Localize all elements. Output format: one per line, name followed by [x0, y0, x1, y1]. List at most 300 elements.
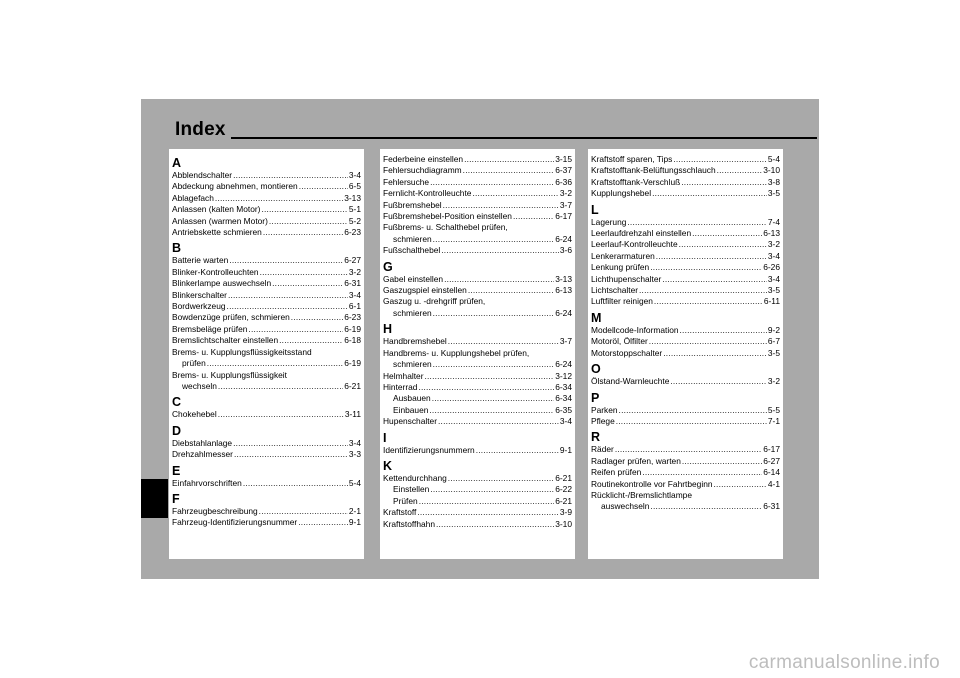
index-entry-text: Antriebskette schmieren: [172, 227, 262, 238]
index-entry-text: Abblendschalter: [172, 170, 233, 180]
page-number: 6-35: [555, 404, 572, 415]
dot-leader: [472, 188, 558, 199]
dot-leader: [438, 416, 559, 427]
index-entry: [172, 335, 361, 346]
dot-leader: [430, 484, 554, 495]
index-entry: [172, 255, 361, 266]
index-entry: [591, 217, 780, 228]
page-number: 3-4: [767, 273, 780, 284]
index-entry: [591, 479, 780, 490]
index-entry-text: Batterie warten: [172, 255, 229, 266]
index-entry-text: Chokehebel: [172, 409, 217, 420]
index-entry-text: Luftfilter reinigen: [591, 296, 653, 307]
index-entry: [172, 216, 361, 227]
index-entry-text: Anlassen (warmen Motor): [172, 215, 268, 226]
dot-leader: [682, 456, 762, 467]
page-number: 6-23: [344, 312, 361, 323]
index-column-1: [169, 149, 364, 559]
index-entry-text: Brems- u. Kupplungsflüssigkeitsstand: [172, 346, 312, 357]
dot-leader: [279, 335, 343, 346]
index-entry: [172, 517, 361, 528]
page-number: 3-9: [559, 507, 572, 518]
index-entry-text: Fußbremshebel-Position einstellen: [383, 211, 512, 222]
page-number: 6-27: [763, 455, 780, 466]
page-number: 3-11: [344, 409, 361, 420]
dot-leader: [616, 416, 767, 427]
dot-leader: [229, 255, 343, 266]
page-number: 6-26: [763, 262, 780, 273]
index-entry: [383, 211, 572, 222]
dot-leader: [654, 296, 763, 307]
index-entry-continuation: schmieren: [393, 307, 432, 318]
index-entry: [591, 416, 780, 427]
dot-leader: [650, 501, 762, 512]
index-entry-text: Fußbremshebel: [383, 199, 442, 210]
page-title: Index: [175, 119, 226, 140]
dot-leader: [670, 376, 767, 387]
index-entry: [172, 358, 361, 369]
index-entry-text: Bordwerkzeug: [172, 301, 226, 312]
page-number: 5-2: [348, 215, 361, 226]
index-entry: [591, 405, 780, 416]
index-entry-text: Brems- u. Kupplungsflüssigkeit: [172, 369, 287, 380]
page-number: 5-1: [348, 204, 361, 215]
page-number: 5-5: [767, 404, 780, 415]
index-entry: [591, 348, 780, 359]
index-entry: [383, 519, 572, 530]
dot-leader: [227, 301, 348, 312]
index-entry: [591, 228, 780, 239]
page-number: 3-4: [767, 250, 780, 261]
index-entry-text: Handbrems- u. Kupplungshebel prüfen,: [383, 347, 530, 358]
section-letter: K: [383, 458, 393, 473]
page-number: 3-5: [767, 285, 780, 296]
index-entry-text: Fahrzeugbeschreibung: [172, 505, 258, 516]
page-number: 3-3: [348, 449, 361, 460]
page-number: 6-13: [555, 285, 572, 296]
index-entry-text: Einstellen: [393, 484, 430, 495]
page-number: 3-2: [767, 376, 780, 387]
index-entry: [172, 506, 361, 517]
dot-leader: [673, 154, 767, 165]
section-letter: G: [383, 259, 393, 274]
dot-leader: [228, 290, 348, 301]
dot-leader: [269, 216, 348, 227]
page-number: 6-17: [763, 444, 780, 455]
page-number: 5-4: [767, 154, 780, 164]
index-entry-text: Kupplungshebel: [591, 188, 652, 199]
index-entry: [383, 371, 572, 382]
index-entry: [172, 290, 361, 301]
dot-leader: [464, 154, 554, 165]
page-number: 3-10: [763, 165, 780, 176]
section-letter: R: [591, 430, 601, 445]
index-entry: [591, 336, 780, 347]
index-entry-text: Prüfen: [393, 495, 418, 506]
dot-leader: [652, 188, 767, 199]
dot-leader: [642, 467, 762, 478]
index-entry: [591, 456, 780, 467]
index-entry: [172, 449, 361, 460]
index-entry-text: Pflege: [591, 415, 615, 426]
page-number: 3-5: [767, 347, 780, 358]
index-entry-text: Blinkerlampe auswechseln: [172, 278, 272, 289]
index-entry: [172, 193, 361, 204]
dot-leader: [615, 444, 762, 455]
index-entry: [383, 393, 572, 404]
dot-leader: [444, 274, 554, 285]
dot-leader: [639, 285, 767, 296]
page-number: 3-7: [559, 336, 572, 347]
dot-leader: [468, 285, 554, 296]
index-entry-text: Fernlicht-Kontrolleuchte: [383, 188, 472, 199]
watermark: carmanualsonline.info: [748, 652, 940, 673]
dot-leader: [207, 358, 343, 369]
dot-leader: [261, 204, 347, 215]
manual-page: [141, 99, 819, 579]
index-entry-text: Modellcode-Information: [591, 324, 679, 335]
page-number: 6-34: [555, 381, 572, 392]
index-entry-text: Federbeine einstellen: [383, 154, 464, 164]
index-entry: [591, 262, 780, 273]
page-number: 6-34: [555, 393, 572, 404]
page-number: 6-5: [348, 181, 361, 192]
dot-leader: [649, 336, 767, 347]
section-letter: C: [172, 395, 182, 410]
dot-leader: [298, 517, 348, 528]
dot-leader: [425, 371, 555, 382]
index-entry-text: Kraftstoff sparen, Tips: [591, 154, 673, 164]
page-number: 5-4: [348, 477, 361, 488]
index-entry-text: Kraftstofftank-Verschluß: [591, 176, 681, 187]
page-number: 3-8: [767, 176, 780, 187]
index-entry-text: Bowdenzüge prüfen, schmieren: [172, 312, 290, 323]
dot-leader: [272, 278, 343, 289]
dot-leader: [717, 165, 763, 176]
index-entry: [172, 170, 361, 181]
index-entry-text: Rücklicht-/Bremslichtlampe: [591, 489, 692, 500]
page-number: 6-11: [763, 296, 780, 307]
page-number: 7-1: [767, 415, 780, 426]
index-entry-text: Kettendurchhang: [383, 472, 447, 483]
dot-leader: [418, 382, 554, 393]
page-number: 6-21: [555, 495, 572, 506]
dot-leader: [681, 177, 767, 188]
index-entry: [383, 473, 572, 484]
index-entry-text: Bremsbeläge prüfen: [172, 323, 248, 334]
index-entry: [383, 359, 572, 370]
chapter-tab-marker: [141, 479, 168, 518]
dot-leader: [448, 473, 554, 484]
dot-leader: [476, 445, 559, 456]
dot-leader: [419, 496, 555, 507]
page-number: 3-2: [348, 266, 361, 277]
section-letter: H: [383, 322, 393, 337]
index-entry-continuation: schmieren: [393, 359, 432, 370]
section-letter: M: [591, 310, 602, 325]
index-entry-text: Hinterrad: [383, 381, 418, 392]
index-column-3: [588, 149, 783, 559]
index-entry-text: Kraftstoff: [383, 507, 417, 518]
dot-leader: [513, 211, 554, 222]
index-entry-text: Diebstahlanlage: [172, 437, 233, 448]
index-entry-text: Fehlersuche: [383, 176, 430, 187]
page-number: 3-4: [348, 170, 361, 180]
page-number: 6-23: [344, 227, 361, 238]
section-letter: P: [591, 390, 600, 405]
page-number: 6-24: [555, 307, 572, 318]
index-entry: [383, 154, 572, 165]
index-entry: [591, 444, 780, 455]
title-rule: [231, 137, 817, 139]
dot-leader: [433, 308, 555, 319]
page-number: 6-21: [344, 380, 361, 391]
page-number: 3-6: [559, 245, 572, 256]
index-entry-text: Motoröl, Ölfilter: [591, 336, 648, 347]
index-entry-text: Fahrzeug-Identifizierungsnummer: [172, 517, 298, 528]
index-entry: [591, 165, 780, 176]
dot-leader: [432, 393, 555, 404]
index-entry-text: Ablagefach: [172, 192, 214, 203]
index-entry-continuation: auswechseln: [601, 501, 650, 512]
index-entry-text: Helmhalter: [383, 370, 424, 381]
page-number: 6-27: [344, 255, 361, 266]
dot-leader: [215, 193, 343, 204]
dot-leader: [417, 507, 559, 518]
section-letter: D: [172, 423, 182, 438]
index-entry: [172, 204, 361, 215]
index-entry-text: Lichtschalter: [591, 285, 639, 296]
dot-leader: [429, 405, 554, 416]
page-number: 7-4: [767, 216, 780, 227]
dot-leader: [260, 267, 348, 278]
dot-leader: [430, 177, 554, 188]
index-entry: [383, 188, 572, 199]
dot-leader: [656, 251, 767, 262]
index-entry: [383, 336, 572, 347]
dot-leader: [248, 324, 343, 335]
section-letter: F: [172, 491, 180, 506]
section-letter: B: [172, 241, 182, 256]
index-entry: [172, 278, 361, 289]
page-number: 6-24: [555, 233, 572, 244]
index-entry-text: Leerlaufdrehzahl einstellen: [591, 228, 692, 239]
dot-leader: [679, 239, 767, 250]
index-entry: [172, 381, 361, 392]
page-number: 3-4: [559, 416, 572, 427]
page-number: 2-1: [348, 505, 361, 516]
index-entry-text: Routinekontrolle vor Fahrtbeginn: [591, 478, 713, 489]
page-number: 6-19: [344, 323, 361, 334]
index-entry: [591, 285, 780, 296]
index-entry: [591, 188, 780, 199]
index-entry: [172, 267, 361, 278]
index-entry-text: Gaszug u. -drehgriff prüfen,: [383, 296, 486, 307]
index-entry-text: Einfahrvorschriften: [172, 477, 242, 488]
index-entry-text: Ölstand-Warnleuchte: [591, 376, 670, 387]
dot-leader: [263, 227, 343, 238]
index-column-2: [380, 149, 575, 559]
index-entry: [383, 496, 572, 507]
index-entry: [383, 416, 572, 427]
index-entry-text: Lagerung: [591, 216, 627, 227]
page-number: 6-21: [555, 472, 572, 483]
page-number: 3-13: [555, 273, 572, 284]
index-entry: [172, 312, 361, 323]
index-entry: [172, 301, 361, 312]
index-entry-text: Bremslichtschalter einstellen: [172, 335, 279, 346]
page-number: 3-13: [344, 192, 361, 203]
index-entry: [591, 251, 780, 262]
page-number: 4-1: [767, 478, 780, 489]
index-entry: [591, 177, 780, 188]
dot-leader: [663, 348, 767, 359]
index-entry-text: Reifen prüfen: [591, 467, 642, 478]
section-letter: I: [383, 430, 387, 445]
page-number: 3-5: [767, 188, 780, 199]
dot-leader: [443, 200, 559, 211]
dot-leader: [218, 381, 343, 392]
dot-leader: [619, 405, 767, 416]
section-letter: L: [591, 202, 599, 217]
index-entry: [383, 274, 572, 285]
index-entry: [591, 239, 780, 250]
index-entry: [172, 438, 361, 449]
dot-leader: [234, 449, 348, 460]
index-entry-text: Parken: [591, 404, 618, 415]
index-entry: [591, 376, 780, 387]
index-entry-text: Lichthupenschalter: [591, 273, 662, 284]
page-number: 3-7: [559, 199, 572, 210]
index-entry-text: Lenkerarmaturen: [591, 250, 655, 261]
page-number: 3-12: [555, 370, 572, 381]
index-entry: [383, 285, 572, 296]
index-entry: [591, 296, 780, 307]
index-entry: [383, 382, 572, 393]
dot-leader: [433, 234, 555, 245]
index-entry-text: Fußbrems- u. Schalthebel prüfen,: [383, 222, 508, 233]
index-entry-text: Ausbauen: [393, 393, 431, 404]
index-entry-text: Handbremshebel: [383, 336, 447, 347]
index-entry: [591, 467, 780, 478]
dot-leader: [463, 165, 555, 176]
dot-leader: [650, 262, 762, 273]
page-number: 6-7: [767, 336, 780, 347]
index-entry: [591, 154, 780, 165]
index-entry: [383, 200, 572, 211]
index-entry-text: Lenkung prüfen: [591, 262, 650, 273]
page-number: 6-37: [555, 165, 572, 176]
page-number: 6-31: [763, 501, 780, 512]
dot-leader: [233, 170, 348, 181]
page-number: 9-2: [767, 324, 780, 335]
index-entry-text: Kraftstofftank-Belüftungsschlauch: [591, 165, 716, 176]
index-entry: [591, 501, 780, 512]
index-entry-text: Einbauen: [393, 404, 429, 415]
index-entry-text: Drehzahlmesser: [172, 449, 233, 460]
page-number: 6-1: [348, 301, 361, 312]
index-entry-continuation: prüfen: [182, 358, 206, 369]
index-entry-text: Fußschalthebel: [383, 245, 441, 256]
index-entry: [383, 165, 572, 176]
index-entry: [383, 405, 572, 416]
page-number: 6-13: [763, 228, 780, 239]
index-entry-text: Kraftstoffhahn: [383, 518, 435, 529]
dot-leader: [218, 409, 344, 420]
dot-leader: [448, 336, 559, 347]
index-entry: [383, 507, 572, 518]
page-number: 6-14: [763, 467, 780, 478]
index-entry-text: Räder: [591, 444, 614, 455]
dot-leader: [299, 181, 348, 192]
index-entry-text: Motorstoppschalter: [591, 347, 663, 358]
dot-leader: [433, 359, 555, 370]
index-entry: [383, 245, 572, 256]
page-number: 6-17: [555, 211, 572, 222]
index-entry: [383, 177, 572, 188]
dot-leader: [291, 312, 343, 323]
index-entry-text: Hupenschalter: [383, 416, 438, 427]
dot-leader: [233, 438, 348, 449]
dot-leader: [441, 245, 559, 256]
index-entry-continuation: wechseln: [182, 380, 217, 391]
section-letter: E: [172, 463, 181, 478]
index-entry: [383, 308, 572, 319]
page-number: 6-36: [555, 176, 572, 187]
dot-leader: [692, 228, 762, 239]
dot-leader: [714, 479, 767, 490]
dot-leader: [627, 217, 766, 228]
dot-leader: [662, 274, 767, 285]
index-entry: [383, 234, 572, 245]
index-entry: [172, 227, 361, 238]
page-number: 3-4: [348, 437, 361, 448]
page-number: 6-18: [344, 335, 361, 346]
index-entry: [383, 445, 572, 456]
index-entry-text: Anlassen (kalten Motor): [172, 204, 261, 215]
index-entry-continuation: schmieren: [393, 233, 432, 244]
index-entry-text: Gaszugspiel einstellen: [383, 285, 467, 296]
section-letter: A: [172, 156, 182, 170]
index-entry: [172, 478, 361, 489]
index-entry: [591, 274, 780, 285]
page-number: 3-4: [348, 289, 361, 300]
index-entry-text: Radlager prüfen, warten: [591, 455, 681, 466]
index-entry-text: Leerlauf-Kontrolleuchte: [591, 239, 678, 250]
index-entry: [172, 409, 361, 420]
page-number: 9-1: [348, 517, 361, 528]
dot-leader: [680, 325, 767, 336]
page-number: 6-22: [555, 484, 572, 495]
page-number: 3-10: [555, 518, 572, 529]
index-entry-text: Blinkerschalter: [172, 289, 227, 300]
index-entry: [591, 325, 780, 336]
page-number: 9-1: [559, 444, 572, 455]
page-number: 3-15: [555, 154, 572, 164]
index-entry: [383, 484, 572, 495]
dot-leader: [436, 519, 554, 530]
page-number: 3-2: [767, 239, 780, 250]
index-entry-text: Gabel einstellen: [383, 273, 444, 284]
index-entry-text: Identifizierungsnummern: [383, 444, 475, 455]
page-number: 6-24: [555, 359, 572, 370]
index-entry-text: Blinker-Kontrolleuchten: [172, 266, 259, 277]
index-entry: [172, 181, 361, 192]
page-number: 6-31: [344, 278, 361, 289]
dot-leader: [243, 478, 348, 489]
page-number: 3-2: [559, 188, 572, 199]
index-entry-text: Fehlersuchdiagramm: [383, 165, 462, 176]
